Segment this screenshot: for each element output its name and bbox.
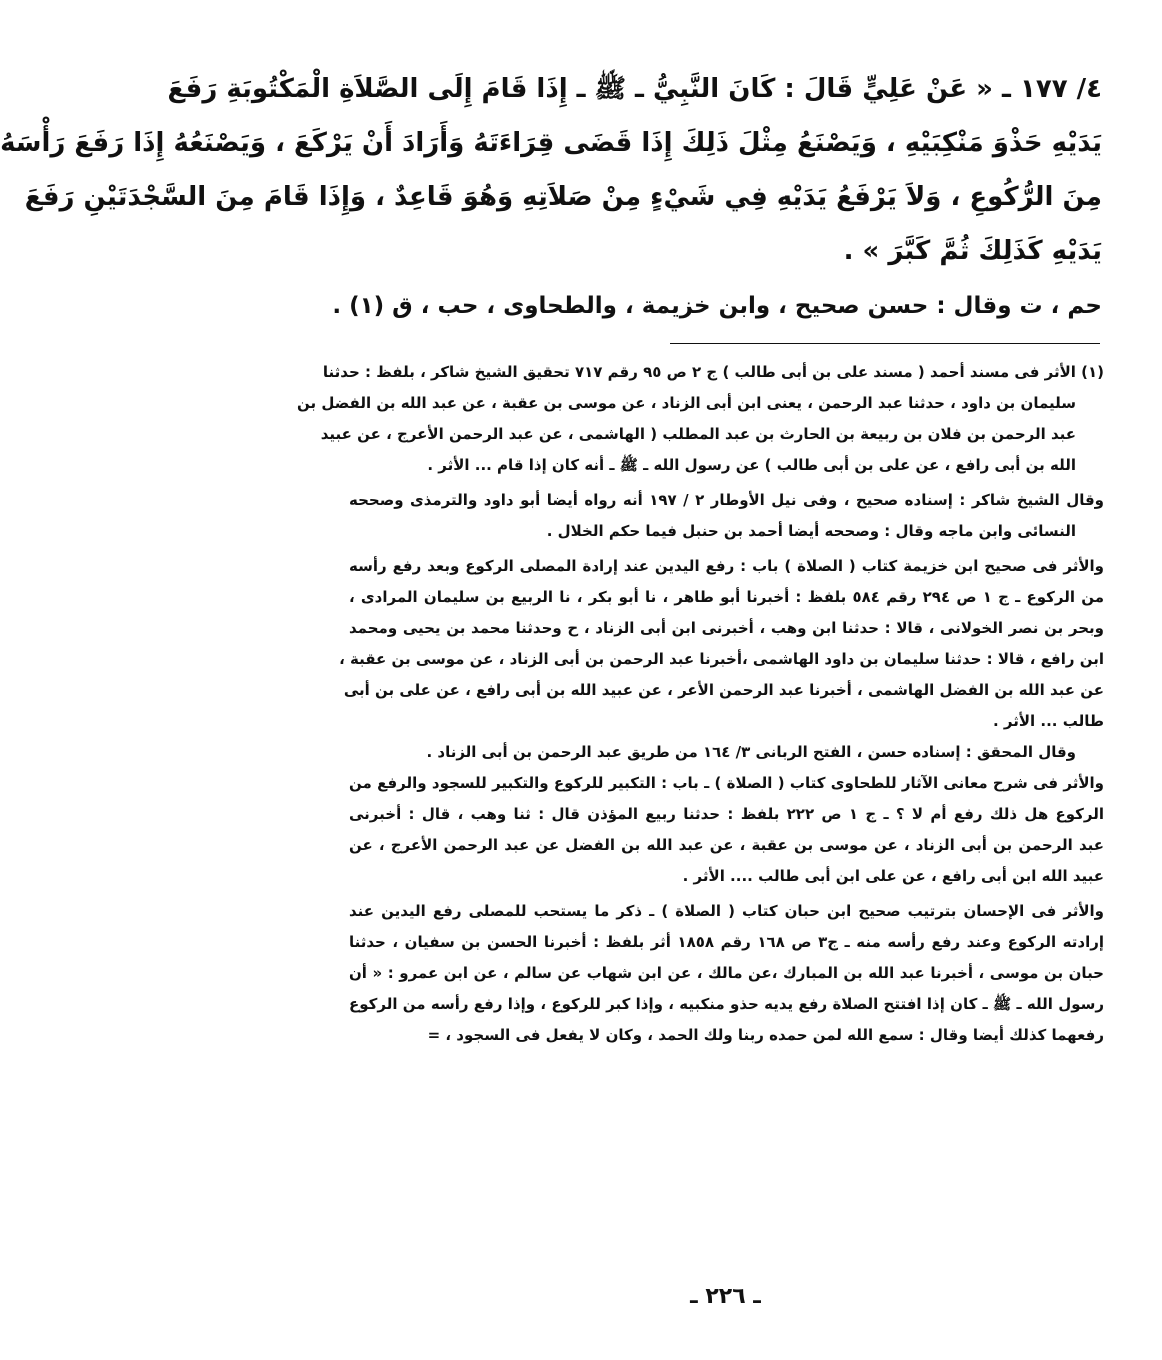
footnote-line: طالب ... الأثر . [992,712,1104,730]
footnote-line: والأثر فى الإحسان بترتيب صحيح ابن حبان كتاب ( الصلاة ) ـ ذكر ما يستحب للمصلى رفع اليدين عند [349,902,1104,920]
footnote-line: من الركوع ـ ج ١ ص ٢٩٤ رقم ٥٨٤ بلفظ : أخبرنا أبو طاهر ، نا أبو بكر ، نا الربيع بن سليمان المرادى ، [349,588,1105,606]
footnote-line: وبحر بن نصر الخولانى ، قالا : حدثنا ابن وهب ، أخبرنى ابن أبى الزناد ، ح وحدثنا محمد بن يحيى ومحمد [349,619,1104,637]
takhrij-line: حم ، ت وقال : حسن صحيح ، وابن خزيمة ، والطحاوى ، حب ، ق (١) . [332,293,1102,319]
footnotes [297,357,1105,1051]
footnote-line: سليمان بن داود ، حدثنا عبد الرحمن ، يعنى ابن أبى الزناد ، عن موسى بن عقبة ، عن عبد الله بن الفضل بن [297,394,1076,412]
footnote-line: وقال المحقق : إسناده حسن ، الفتح الربانى ٣/ ١٦٤ من طريق عبد الرحمن بن أبى الزناد . [426,743,1076,761]
footnote-line: عبد الرحمن بن فلان بن ربيعة بن الحارث بن عبد المطلب ( الهاشمى ، عن عبد الرحمن الأعرج ، عن عبيد [320,425,1076,443]
hadith-line-4: يَدَيْهِ كَذَلِكَ ثُمَّ كَبَّرَ » . [843,236,1102,266]
footnote-line: عبد الرحمن بن أبى الزناد ، عن موسى بن عقبة ، عن عبد الله بن الفضل عن عبد الرحمن الأعرج ، عن [349,836,1104,854]
footnote-line: النسائى وابن ماجه وقال : وصححه أيضا أحمد بن حنبل فيما حكم الخلال . [546,522,1076,540]
footnote-line: حبان بن موسى ، أخبرنا عبد الله بن المبارك ،عن مالك ، عن ابن شهاب عن سالم ، عن ابن عمرو : « أن [349,964,1104,982]
hadith-line-1: ٤/ ١٧٧ ـ « عَنْ عَلِيٍّ قَالَ : كَانَ النَّبِيُّ ـ ﷺ ـ إِذَا قَامَ إِلَى الصَّلاَةِ الْمَكْتُوبَةِ رَفَعَ [167,74,1102,104]
footnote-separator [670,343,1100,344]
footnote-line: الركوع هل ذلك رفع أم لا ؟ ـ ج ١ ص ٢٢٢ بلفظ : حدثنا ربيع المؤذن قال : ثنا وهب ، قال : أخبرنى [349,805,1105,823]
hadith-line-2: يَدَيْهِ حَذْوَ مَنْكِبَيْهِ ، وَيَصْنَعُ مِثْلَ ذَلِكَ إِذَا قَضَى قِرَاءَتَهُ وَأَرَادَ أَنْ يَرْكَعَ ، وَيَصْنَعُهُ إِذَا رَفَعَ رَأْسَهُ [0,128,1102,158]
footnote-line: والأثر فى صحيح ابن خزيمة كتاب ( الصلاة ) باب : رفع اليدين عند إرادة المصلى الركوع وبعد رفع رأسه [349,557,1104,575]
hadith-line-3: مِنَ الرُّكُوعِ ، وَلاَ يَرْفَعُ يَدَيْهِ فِي شَيْءٍ مِنْ صَلاَتِهِ وَهُوَ قَاعِدٌ ، وَإِذَا قَامَ مِنَ السَّجْدَتَيْنِ رَفَعَ [24,182,1102,212]
page-number: ـ ٢٢٦ ـ [690,1284,761,1309]
footnote-line: إرادته الركوع وعند رفع رأسه منه ـ ج٣ ص ١٦٨ رقم ١٨٥٨ أثر بلفظ : أخبرنا الحسن بن سفيان ، حدثنا [349,933,1105,951]
footnote-line: ابن رافع ، قالا : حدثنا سليمان بن داود الهاشمى ،أخبرنا عبد الرحمن بن أبى الزناد ، عن موسى بن عقبة ، [339,650,1104,668]
footnote-line: عبيد الله ابن أبى رافع ، عن على ابن أبى طالب .... الأثر . [682,867,1104,885]
footnote-line: (١) الأثر فى مسند أحمد ( مسند على بن أبى طالب ) ج ٢ ص ٩٥ رقم ٧١٧ تحقيق الشيخ شاكر ، بلفظ : حدثنا [322,363,1104,381]
footnote-line: عن عبد الله بن الفضل الهاشمى ، أخبرنا عبد الرحمن الأعر ، عن عبيد الله بن أبى رافع ، عن على بن أبى [343,681,1104,699]
footnote-line: والأثر فى شرح معانى الآثار للطحاوى كتاب ( الصلاة ) ـ باب : التكبير للركوع والتكبير للسجود والرفع من [349,774,1104,792]
footnote-line: وقال الشيخ شاكر : إسناده صحيح ، وفى نيل الأوطار ٢ / ١٩٧ أنه رواه أيضا أبو داود والترمذى وصححه [349,491,1104,509]
footnote-line: الله بن أبى رافع ، عن على بن أبى طالب ) عن رسول الله ـ ﷺ ـ أنه كان إذا قام ... الأثر . [427,456,1076,474]
footnote-line: رسول الله ـ ﷺ ـ كان إذا افتتح الصلاة رفع يديه حذو منكبيه ، وإذا كبر للركوع ، وإذا رفع رأسه من الركوع [349,995,1104,1013]
footnote-line: رفعهما كذلك أيضا وقال : سمع الله لمن حمده ربنا ولك الحمد ، وكان لا يفعل فى السجود ، = [427,1026,1104,1044]
hadith-text [0,62,1102,278]
